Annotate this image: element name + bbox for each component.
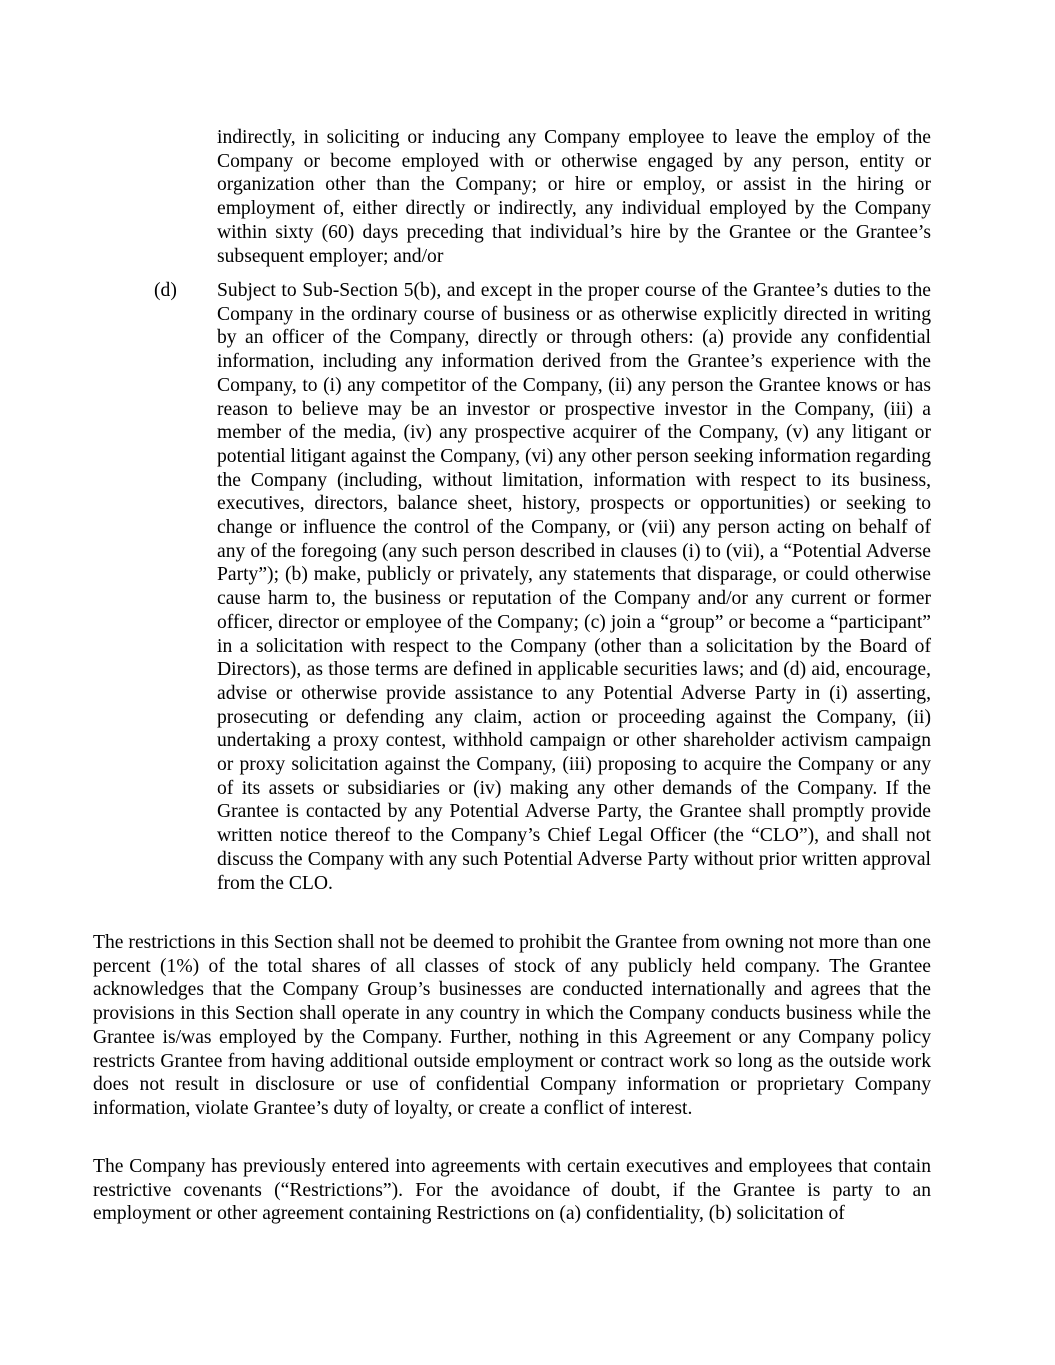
restrictions-paragraph: The restrictions in this Section shall not be deemed to prohibit the Grantee from owning not more than one percent (1%) of the total shares of all classes of stock of any publicly held company. The Grantee acknowledges that the Company Group’s businesses are conducted internationally and agrees that the provisions in this Section shall operate in any country in which the Company conducts business while the Grantee is/was employed by the Company. Further, nothing in this Agreement or any Company policy restricts Grantee from having additional outside employment or contract work so long as the outside work does not result in disclosure or use of confidential Company information or proprietary Company information, violate Grantee’s duty of loyalty, or create a conflict of interest.: [93, 932, 931, 1119]
clause-d-text: Subject to Sub-Section 5(b), and except in the proper course of the Grantee’s duties to the Company in the ordinary course of business or as otherwise explicitly directed in writing by an officer of the Company, directly or through others: (a) provide any confidential information, including any information derived from the Grantee’s experience with the Company, to (i) any competitor of the Company, (ii) any person the Grantee knows or has reason to believe may be an investor or prospective investor in the Company, (iii) a member of the media, (iv) any prospective acquirer of the Company, (v) any litigant or potential litigant against the Company, (vi) any other person seeking information regarding the Company (including, without limitation, information with respect to its business, executives, directors, balance sheet, history, prospects or opportunities) or seeking to change or influence the control of the Company, or (vii) any person acting on behalf of any of the foregoing (any such person described in clauses (i) to (vii), a “Potential Adverse Party”); (b) make, publicly or privately, any statements that disparage, or could otherwise cause harm to, the business or reputation of the Company and/or any current or former officer, director or employee of the Company; (c) join a “group” or become a “participant” in a solicitation with respect to the Company (other than a solicitation by the Board of Directors), as those terms are defined in applicable securities laws; and (d) aid, encourage, advise or otherwise provide assistance to any Potential Adverse Party in (i) asserting, prosecuting or defending any claim, action or proceeding against the Company, (ii) undertaking a proxy contest, withhold campaign or other shareholder activism campaign or proxy solicitation against the Company, (iii) proposing to acquire the Company or any of its assets or subsidiaries or (iv) making any other demands of the Company. If the Grantee is contacted by any Potential Adverse Party, the Grantee shall promptly provide written notice thereof to the Company’s Chief Legal Officer (the “CLO”), and shall not discuss the Company with any such Potential Adverse Party without prior written approval from the CLO.: [217, 280, 931, 894]
clause-d-label: (d): [154, 280, 177, 301]
continuation-paragraph: indirectly, in soliciting or inducing any Company employee to leave the employ of the Company or become employed with or otherwise engaged by any person, entity or organization other than the Company; or hire or employ, or assist in the hiring or employment of, either directly or indirectly, any individual employed by the Company within sixty (60) days preceding that individual’s hire by the Grantee or the Grantee’s subsequent employer; and/or: [217, 127, 931, 267]
prior-agreements-paragraph: The Company has previously entered into agreements with certain executives and employees that contain restrictive covenants (“Restrictions”). For the avoidance of doubt, if the Grantee is party to an employment or other agreement containing Restrictions on (a) confidentiality, (b) solicitation of: [93, 1156, 931, 1225]
